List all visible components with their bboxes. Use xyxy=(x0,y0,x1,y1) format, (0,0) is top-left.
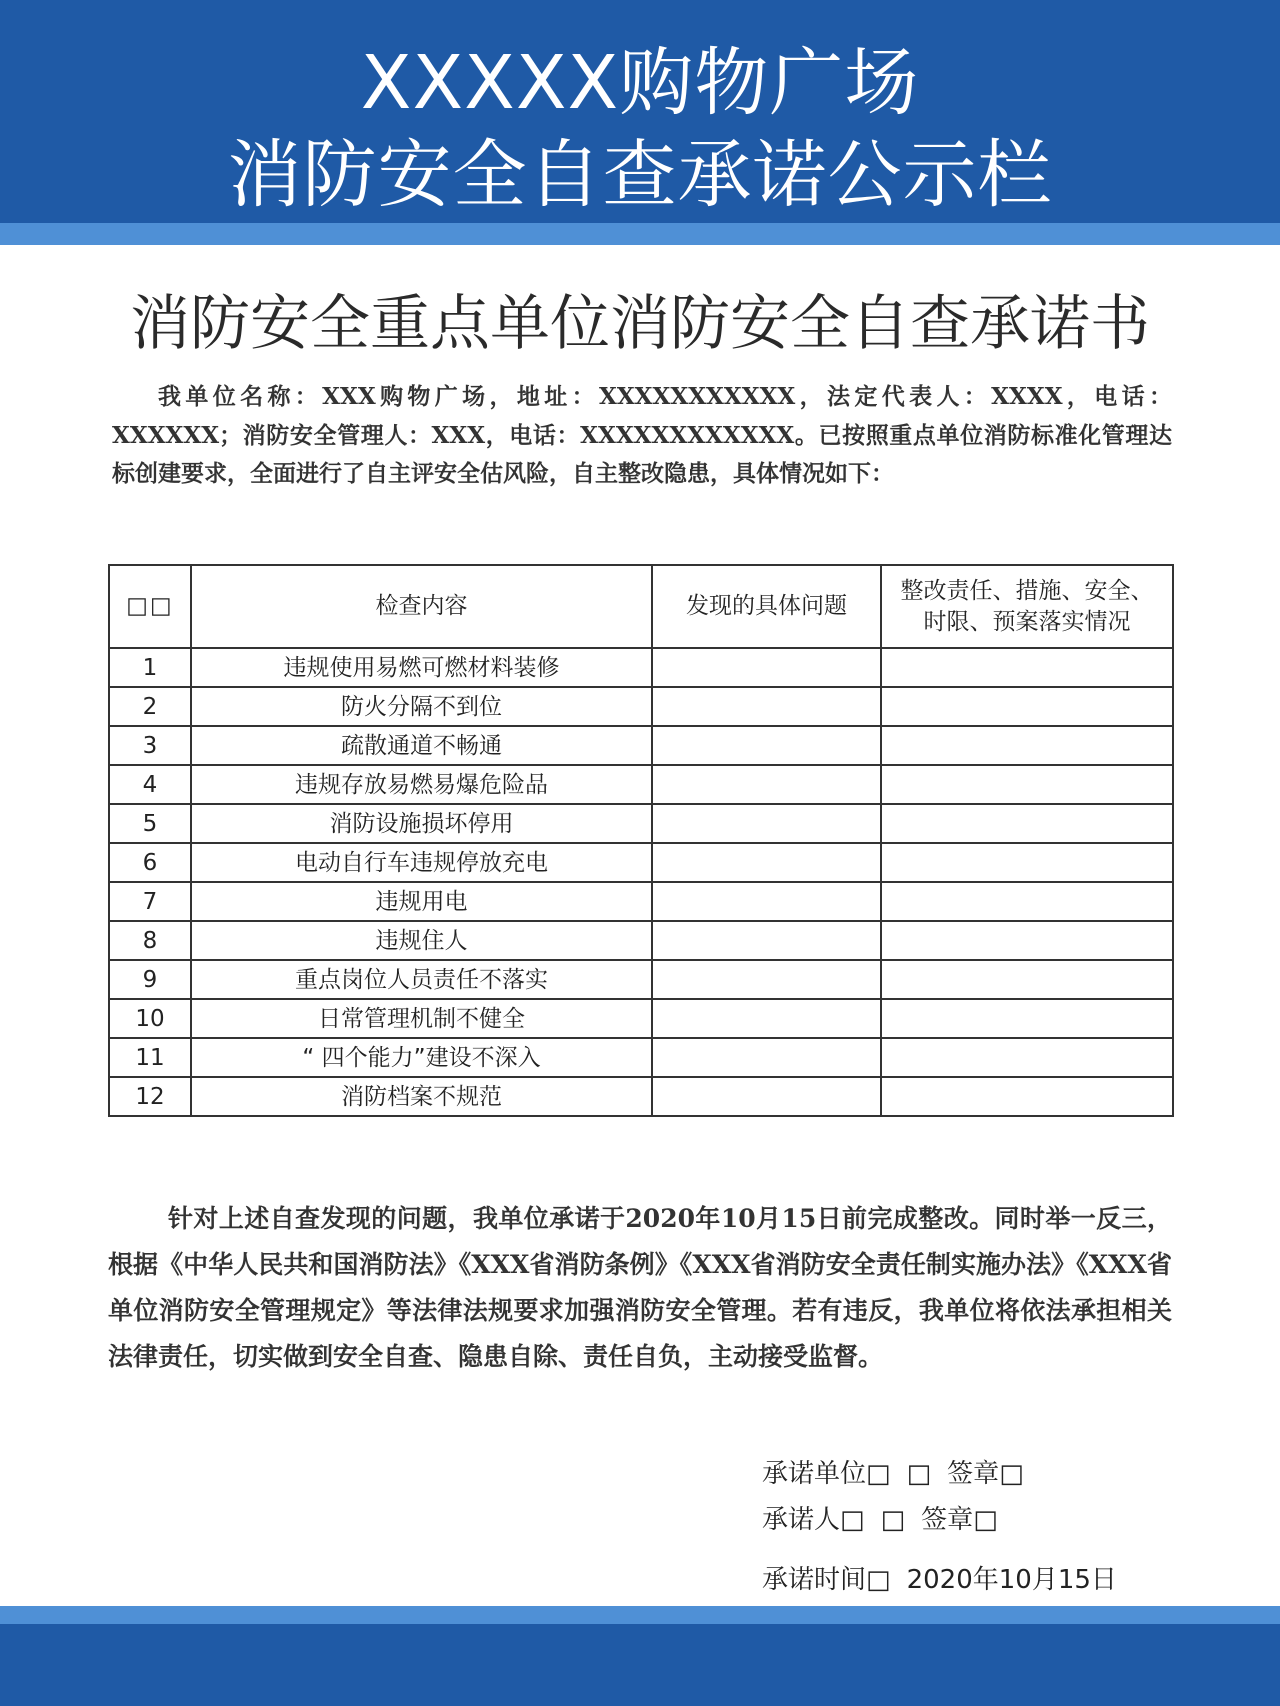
table-row xyxy=(109,921,1173,960)
table-header-row xyxy=(109,565,1173,648)
row-check-item: 电动自行车违规停放充电 xyxy=(191,843,652,882)
footer-band xyxy=(0,1624,1280,1706)
row-rectification-cell[interactable] xyxy=(881,1077,1173,1116)
row-problems-cell[interactable] xyxy=(652,1077,881,1116)
row-problems-cell[interactable] xyxy=(652,960,881,999)
row-rectification-cell[interactable] xyxy=(881,843,1173,882)
row-rectification-cell[interactable] xyxy=(881,804,1173,843)
row-number: 12 xyxy=(109,1077,191,1116)
placeholder-glyph: □ xyxy=(973,1505,998,1535)
table-row xyxy=(109,882,1173,921)
row-problems-cell[interactable] xyxy=(652,765,881,804)
row-check-item: 重点岗位人员责任不落实 xyxy=(191,960,652,999)
row-problems-cell[interactable] xyxy=(652,726,881,765)
signature-person-label: 承诺人 xyxy=(762,1505,841,1535)
row-problems-cell[interactable] xyxy=(652,1038,881,1077)
row-problems-cell[interactable] xyxy=(652,921,881,960)
inspection-table xyxy=(108,564,1174,1117)
header-rectification-line2: 时限、预案落实情况 xyxy=(923,608,1131,635)
signature-time-label: 承诺时间 xyxy=(762,1565,867,1595)
signature-unit-label: 承诺单位 xyxy=(762,1459,867,1489)
row-problems-cell[interactable] xyxy=(652,648,881,687)
table-row xyxy=(109,687,1173,726)
row-check-item: 违规住人 xyxy=(191,921,652,960)
header-check-content: 检查内容 xyxy=(191,565,652,648)
row-check-item: 违规存放易燃易爆危险品 xyxy=(191,765,652,804)
row-number: 1 xyxy=(109,648,191,687)
table-row xyxy=(109,726,1173,765)
table-row xyxy=(109,648,1173,687)
table-row xyxy=(109,843,1173,882)
placeholder-glyph: □ xyxy=(866,1459,891,1489)
row-check-item: 违规使用易燃可燃材料装修 xyxy=(191,648,652,687)
table-row xyxy=(109,765,1173,804)
row-number: 10 xyxy=(109,999,191,1038)
row-rectification-cell[interactable] xyxy=(881,1038,1173,1077)
row-check-item: 违规用电 xyxy=(191,882,652,921)
row-rectification-cell[interactable] xyxy=(881,765,1173,804)
intro-paragraph: 我单位名称：XXX购物广场，地址：XXXXXXXXXXX，法定代表人：XXXX，电话：XXXXXX；消防安全管理人：XXX，电话：XXXXXXXXXXXX。已按照重点单位消防标准化管理达标创建要求，全面进行了自主评安全估风险，自主整改隐患，具体情况如下： xyxy=(112,383,1172,487)
signature-unit-seal: 签章 xyxy=(947,1459,1000,1489)
row-rectification-cell[interactable] xyxy=(881,960,1173,999)
header-rectification xyxy=(881,565,1173,648)
row-rectification-cell[interactable] xyxy=(881,921,1173,960)
row-number: 8 xyxy=(109,921,191,960)
placeholder-glyph: □ xyxy=(906,1459,932,1489)
row-problems-cell[interactable] xyxy=(652,687,881,726)
row-rectification-cell[interactable] xyxy=(881,687,1173,726)
row-number: 7 xyxy=(109,882,191,921)
row-rectification-cell[interactable] xyxy=(881,999,1173,1038)
table-row xyxy=(109,960,1173,999)
row-rectification-cell[interactable] xyxy=(881,648,1173,687)
row-number: 6 xyxy=(109,843,191,882)
table-row xyxy=(109,1038,1173,1077)
row-number: 4 xyxy=(109,765,191,804)
placeholder-glyph: □ xyxy=(880,1505,906,1535)
row-rectification-cell[interactable] xyxy=(881,726,1173,765)
row-check-item: 防火分隔不到位 xyxy=(191,687,652,726)
row-problems-cell[interactable] xyxy=(652,843,881,882)
row-number: 2 xyxy=(109,687,191,726)
row-problems-cell[interactable] xyxy=(652,999,881,1038)
row-number: 5 xyxy=(109,804,191,843)
table-row xyxy=(109,999,1173,1038)
commitment-paragraph: 针对上述自查发现的问题，我单位承诺于2020年10月15日前完成整改。同时举一反三，根据《中华人民共和国消防法》《XXX省消防条例》《XXX省消防安全责任制实施办法》《XXX省单位消防安全管理规定》等法律法规要求加强消防安全管理。若有违反，我单位将依法承担相关法律责任，切实做到安全自查、隐患自除、责任自负，主动接受监督。 xyxy=(108,1204,1172,1371)
row-rectification-cell[interactable] xyxy=(881,882,1173,921)
header-number: □□ xyxy=(109,565,191,648)
row-check-item: 消防设施损坏停用 xyxy=(191,804,652,843)
signature-person-seal: 签章 xyxy=(921,1505,974,1535)
placeholder-glyph: □ xyxy=(999,1459,1024,1489)
signature-person-line xyxy=(762,1502,998,1538)
placeholder-glyph: □ xyxy=(866,1565,891,1595)
table-row xyxy=(109,804,1173,843)
header-rectification-line1: 整改责任、措施、安全、 xyxy=(900,577,1154,604)
table-row xyxy=(109,1077,1173,1116)
row-check-item: 消防档案不规范 xyxy=(191,1077,652,1116)
row-number: 3 xyxy=(109,726,191,765)
signature-unit-line xyxy=(762,1456,1024,1492)
signature-time-line xyxy=(762,1562,1117,1598)
row-check-item: “ 四个能力”建设不深入 xyxy=(191,1038,652,1077)
row-problems-cell[interactable] xyxy=(652,882,881,921)
footer-stripe xyxy=(0,1606,1280,1624)
header-mall-name: XXXXX购物广场 xyxy=(360,40,920,126)
header-board-title: 消防安全自查承诺公示栏 xyxy=(227,132,1053,218)
row-number: 11 xyxy=(109,1038,191,1077)
document-title: 消防安全重点单位消防安全自查承诺书 xyxy=(130,289,1150,359)
header-stripe xyxy=(0,223,1280,245)
header-problems-found: 发现的具体问题 xyxy=(652,565,881,648)
row-number: 9 xyxy=(109,960,191,999)
row-check-item: 疏散通道不畅通 xyxy=(191,726,652,765)
placeholder-glyph: □ xyxy=(840,1505,865,1535)
row-problems-cell[interactable] xyxy=(652,804,881,843)
row-check-item: 日常管理机制不健全 xyxy=(191,999,652,1038)
signature-date: 2020年10月15日 xyxy=(906,1565,1117,1595)
